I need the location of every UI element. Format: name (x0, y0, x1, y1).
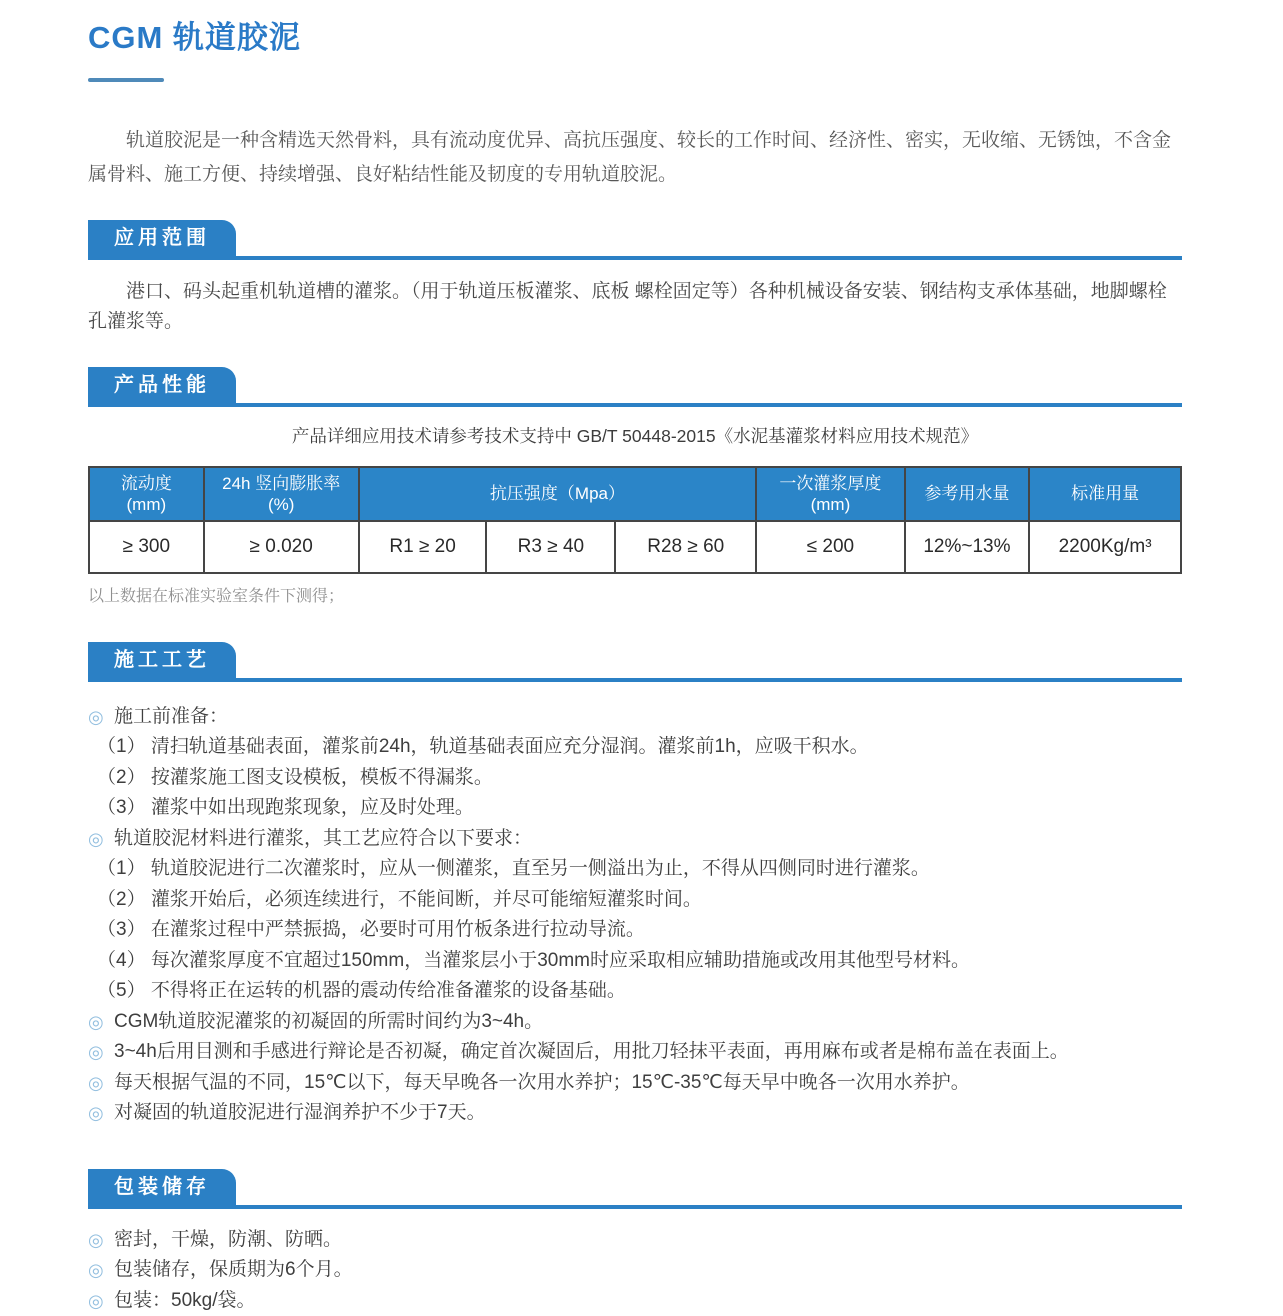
list-item (88, 1007, 1182, 1038)
section-header-application (88, 220, 1182, 260)
section-header-packaging (88, 1169, 1182, 1209)
packaging-list (88, 1225, 1182, 1316)
list-item-text: 轨道胶泥材料进行灌浆，其工艺应符合以下要求： (114, 824, 532, 855)
value-strength-r1: R1 ≥ 20 (359, 521, 487, 573)
ring-bullet-icon: ◎ (88, 702, 114, 733)
list-item (88, 854, 1182, 885)
process-section-badge: 施工工艺 (88, 642, 236, 678)
value-strength-r3: R3 ≥ 40 (486, 521, 615, 573)
col-header-flowability: 流动度 (mm) (89, 467, 204, 521)
ring-bullet-icon: ◎ (88, 1255, 114, 1286)
list-item (88, 1225, 1182, 1256)
list-item-text: （3） 在灌浆过程中严禁振捣，必要时可用竹板条进行拉动导流。 (97, 915, 645, 946)
value-flowability: ≥ 300 (89, 521, 204, 573)
list-item-text: 3~4h后用目测和手感进行辩论是否初凝，确定首次凝固后，用批刀轻抹平表面，再用麻布或者是棉布盖在表面上。 (114, 1037, 1069, 1068)
list-item-text: 包装储存，保质期为6个月。 (114, 1255, 353, 1286)
list-item (88, 915, 1182, 946)
packaging-section-badge: 包装储存 (88, 1169, 236, 1205)
ring-bullet-icon: ◎ (88, 1286, 114, 1316)
list-item (88, 1286, 1182, 1316)
section-header-process (88, 642, 1182, 682)
list-item-text: 密封，干燥，防潮、防晒。 (114, 1225, 342, 1256)
ring-bullet-icon: ◎ (88, 1225, 114, 1256)
list-item (88, 1068, 1182, 1099)
section-header-performance (88, 367, 1182, 407)
list-item-text: CGM轨道胶泥灌浆的初凝固的所需时间约为3~4h。 (114, 1007, 543, 1038)
value-pour-thickness: ≤ 200 (756, 521, 905, 573)
list-item (88, 946, 1182, 977)
performance-standard-note: 产品详细应用技术请参考技术支持中 GB/T 50448-2015《水泥基灌浆材料应用技术规范》 (88, 423, 1182, 448)
col-header-reference-water: 参考用水量 (905, 467, 1029, 521)
list-item-text: 每天根据气温的不同，15℃以下，每天早晚各一次用水养护；15℃-35℃每天早中晚各一次用水养护。 (114, 1068, 970, 1099)
list-item-text: （4） 每次灌浆厚度不宜超过150mm，当灌浆层小于30mm时应采取相应辅助措施或改用其他型号材料。 (97, 946, 970, 977)
performance-section-badge: 产品性能 (88, 367, 236, 403)
performance-spec-table (88, 466, 1182, 574)
list-item-text: （5） 不得将正在运转的机器的震动传给准备灌浆的设备基础。 (97, 976, 626, 1007)
process-list (88, 702, 1182, 1129)
list-item-text: （2） 按灌浆施工图支设模板，模板不得漏浆。 (97, 763, 493, 794)
list-item-text: （2） 灌浆开始后，必须连续进行，不能间断，并尽可能缩短灌浆时间。 (97, 885, 702, 916)
list-item (88, 793, 1182, 824)
list-item (88, 763, 1182, 794)
table-header-row (89, 467, 1181, 521)
ring-bullet-icon: ◎ (88, 1037, 114, 1068)
col-header-expansion-rate: 24h 竖向膨胀率 (%) (204, 467, 359, 521)
list-item-text: （1） 清扫轨道基础表面，灌浆前24h，轨道基础表面应充分湿润。灌浆前1h，应吸干积水。 (97, 732, 869, 763)
ring-bullet-icon: ◎ (88, 1068, 114, 1099)
list-item (88, 976, 1182, 1007)
list-item (88, 1255, 1182, 1286)
col-header-compressive-strength: 抗压强度（Mpa） (359, 467, 756, 521)
col-header-standard-dosage: 标准用量 (1029, 467, 1181, 521)
title-underline-rule (88, 78, 164, 82)
col-header-single-pour-thickness: 一次灌浆厚度 (mm) (756, 467, 905, 521)
list-item (88, 824, 1182, 855)
value-expansion-rate: ≥ 0.020 (204, 521, 359, 573)
value-water-ratio: 12%~13% (905, 521, 1029, 573)
application-section-badge: 应用范围 (88, 220, 236, 256)
list-item (88, 732, 1182, 763)
list-item (88, 702, 1182, 733)
list-item-text: （1） 轨道胶泥进行二次灌浆时，应从一侧灌浆，直至另一侧溢出为止，不得从四侧同时进行灌浆。 (97, 854, 930, 885)
table-footnote: 以上数据在标准实验室条件下测得； (88, 583, 1182, 606)
ring-bullet-icon: ◎ (88, 1098, 114, 1129)
ring-bullet-icon: ◎ (88, 1007, 114, 1038)
value-strength-r28: R28 ≥ 60 (615, 521, 756, 573)
table-value-row (89, 521, 1181, 573)
ring-bullet-icon: ◎ (88, 824, 114, 855)
page-title: CGM 轨道胶泥 (88, 18, 1182, 58)
intro-paragraph: 轨道胶泥是一种含精选天然骨料，具有流动度优异、高抗压强度、较长的工作时间、经济性、密实，无收缩、无锈蚀，不含金属骨料、施工方便、持续增强、良好粘结性能及韧度的专用轨道胶泥。 (88, 124, 1182, 192)
list-item-text: 施工前准备： (114, 702, 228, 733)
list-item-text: （3） 灌浆中如出现跑浆现象，应及时处理。 (97, 793, 474, 824)
list-item-text: 包装：50kg/袋。 (114, 1286, 255, 1316)
list-item (88, 885, 1182, 916)
list-item (88, 1037, 1182, 1068)
application-body-text: 港口、码头起重机轨道槽的灌浆。（用于轨道压板灌浆、底板 螺栓固定等）各种机械设备安装、钢结构支承体基础，地脚螺栓孔灌浆等。 (88, 277, 1182, 337)
list-item-text: 对凝固的轨道胶泥进行湿润养护不少于7天。 (114, 1098, 486, 1129)
list-item (88, 1098, 1182, 1129)
value-standard-dosage: 2200Kg/m³ (1029, 521, 1181, 573)
